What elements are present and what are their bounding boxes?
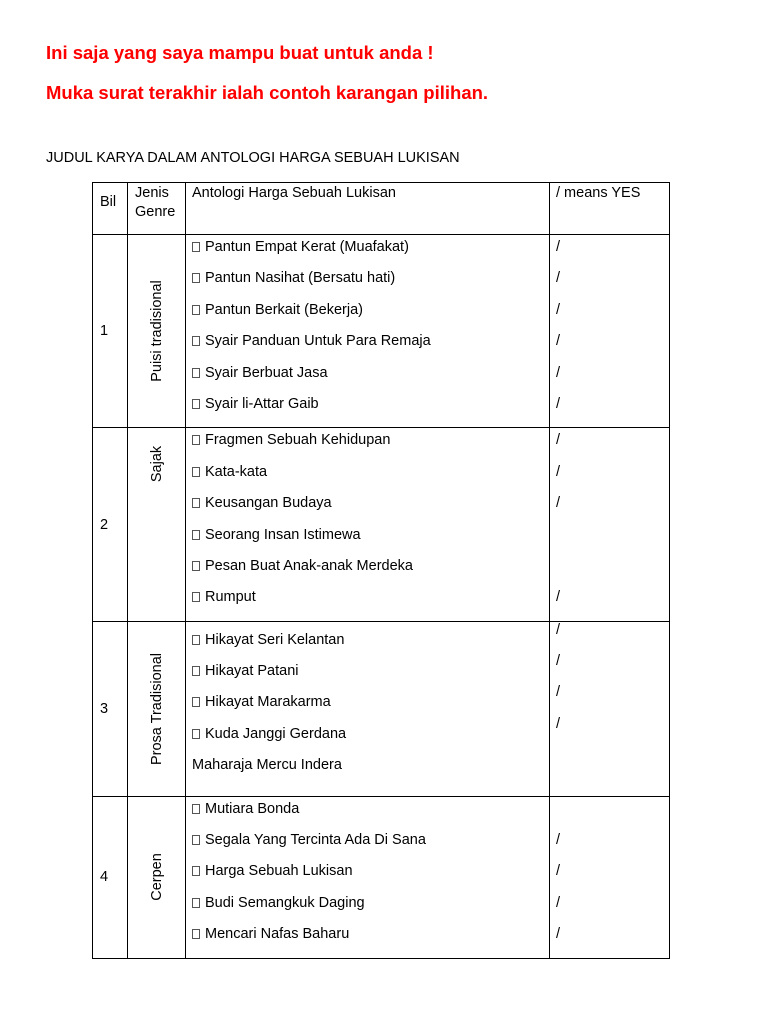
list-item bbox=[192, 694, 549, 725]
yes-mark-cell bbox=[550, 796, 670, 958]
list-item-title: Syair Panduan Untuk Para Remaja bbox=[205, 333, 431, 350]
checkbox-glyph-icon bbox=[192, 804, 200, 814]
intro-heading: Ini saja yang saya mampu buat untuk anda ! bbox=[46, 42, 434, 63]
header-yes: / means YES bbox=[550, 183, 670, 235]
yes-mark: / bbox=[556, 715, 561, 732]
bil-cell: 2 bbox=[93, 428, 128, 621]
title-list-cell bbox=[186, 235, 550, 428]
header-bil: Bil bbox=[93, 183, 128, 235]
list-item-title: Fragmen Sebuah Kehidupan bbox=[205, 432, 391, 449]
checkbox-glyph-icon bbox=[192, 467, 200, 477]
genre-label: Cerpen bbox=[148, 853, 165, 901]
genre-label: Puisi tradisional bbox=[148, 280, 165, 382]
list-item-title: Kuda Janggi Gerdana bbox=[205, 725, 347, 742]
checkbox-glyph-icon bbox=[192, 697, 200, 707]
table-row bbox=[93, 428, 670, 621]
checkbox-glyph-icon bbox=[192, 368, 200, 378]
yes-mark: / bbox=[556, 621, 561, 638]
yes-mark bbox=[556, 558, 669, 589]
yes-mark: / bbox=[556, 495, 561, 512]
yes-mark: / bbox=[556, 684, 561, 701]
list-item-title: Seorang Insan Istimewa bbox=[205, 526, 361, 543]
header-genre bbox=[128, 183, 186, 235]
yes-mark: / bbox=[556, 432, 561, 449]
checkbox-glyph-icon bbox=[192, 929, 200, 939]
list-item-title: Pantun Nasihat (Bersatu hati) bbox=[205, 270, 396, 287]
list-item bbox=[192, 726, 549, 757]
yes-mark: / bbox=[556, 863, 561, 880]
list-item bbox=[192, 495, 549, 526]
yes-mark-cell bbox=[550, 621, 670, 796]
yes-mark: / bbox=[556, 832, 561, 849]
list-item-title: Kata-kata bbox=[205, 463, 268, 480]
checkbox-glyph-icon bbox=[192, 399, 200, 409]
list-item-title: Hikayat Marakarma bbox=[205, 694, 331, 711]
checkbox-glyph-icon bbox=[192, 898, 200, 908]
list-item bbox=[192, 239, 549, 270]
list-item bbox=[192, 558, 549, 589]
list-item bbox=[192, 333, 549, 364]
yes-mark: / bbox=[556, 894, 561, 911]
list-item bbox=[192, 801, 549, 832]
table-header-row bbox=[93, 183, 670, 235]
yes-mark bbox=[556, 527, 669, 558]
yes-mark: / bbox=[556, 301, 561, 318]
list-item bbox=[192, 632, 549, 663]
note-heading: Muka surat terakhir ialah contoh karangan pilihan. bbox=[46, 82, 489, 103]
title-list-cell bbox=[186, 796, 550, 958]
checkbox-glyph-icon bbox=[192, 435, 200, 445]
list-item-title: Pesan Buat Anak-anak Merdeka bbox=[205, 557, 413, 574]
checkbox-glyph-icon bbox=[192, 835, 200, 845]
bil-cell: 3 bbox=[93, 621, 128, 796]
checkbox-glyph-icon bbox=[192, 336, 200, 346]
list-item bbox=[192, 464, 549, 495]
table-row bbox=[93, 235, 670, 428]
bil-cell: 1 bbox=[93, 235, 128, 428]
title-list-cell bbox=[186, 428, 550, 621]
checkbox-glyph-icon bbox=[192, 729, 200, 739]
genre-cell bbox=[128, 621, 186, 796]
list-item-title: Harga Sebuah Lukisan bbox=[205, 863, 353, 880]
header-anthology: Antologi Harga Sebuah Lukisan bbox=[186, 183, 550, 235]
list-item-title: Rumput bbox=[205, 589, 256, 606]
list-item-title: Syair Berbuat Jasa bbox=[205, 364, 328, 381]
list-item-title: Segala Yang Tercinta Ada Di Sana bbox=[205, 832, 426, 849]
bil-cell: 4 bbox=[93, 796, 128, 958]
list-item-title: Keusangan Budaya bbox=[205, 495, 332, 512]
yes-mark-cell bbox=[550, 235, 670, 428]
list-item bbox=[192, 589, 549, 620]
list-item-title: Hikayat Patani bbox=[205, 663, 299, 680]
header-genre-line2: Genre bbox=[135, 204, 176, 220]
list-item bbox=[192, 302, 549, 333]
yes-mark-cell bbox=[550, 428, 670, 621]
document-title: JUDUL KARYA DALAM ANTOLOGI HARGA SEBUAH LUKISAN bbox=[46, 150, 460, 166]
yes-mark: / bbox=[556, 333, 561, 350]
list-item-title: Pantun Berkait (Bekerja) bbox=[205, 301, 363, 318]
list-item-title: Mutiara Bonda bbox=[205, 800, 300, 817]
anthology-table bbox=[92, 182, 670, 959]
yes-mark: / bbox=[556, 395, 561, 412]
genre-label: Prosa Tradisional bbox=[148, 652, 165, 765]
checkbox-glyph-icon bbox=[192, 666, 200, 676]
checkbox-glyph-icon bbox=[192, 592, 200, 602]
checkbox-glyph-icon bbox=[192, 273, 200, 283]
list-item-title: Mencari Nafas Baharu bbox=[205, 926, 350, 943]
table-row bbox=[93, 621, 670, 796]
genre-cell bbox=[128, 428, 186, 621]
list-item-title: Pantun Empat Kerat (Muafakat) bbox=[205, 239, 409, 255]
checkbox-glyph-icon bbox=[192, 561, 200, 571]
genre-cell bbox=[128, 235, 186, 428]
list-item-title: Syair li-Attar Gaib bbox=[205, 395, 319, 412]
list-item bbox=[192, 832, 549, 863]
list-item bbox=[192, 432, 549, 463]
yes-mark: / bbox=[556, 653, 561, 670]
list-item bbox=[192, 895, 549, 926]
genre-label: Sajak bbox=[148, 446, 165, 483]
checkbox-glyph-icon bbox=[192, 530, 200, 540]
list-item bbox=[192, 663, 549, 694]
header-genre-line1: Jenis bbox=[135, 185, 169, 201]
checkbox-glyph-icon bbox=[192, 866, 200, 876]
title-list-cell bbox=[186, 621, 550, 796]
checkbox-glyph-icon bbox=[192, 635, 200, 645]
list-item-title: Budi Semangkuk Daging bbox=[205, 894, 365, 911]
list-item-title: Hikayat Seri Kelantan bbox=[205, 631, 345, 648]
list-item bbox=[192, 863, 549, 894]
yes-mark: / bbox=[556, 364, 561, 381]
checkbox-glyph-icon bbox=[192, 498, 200, 508]
list-item bbox=[192, 396, 549, 427]
table-row bbox=[93, 796, 670, 958]
checkbox-glyph-icon bbox=[192, 305, 200, 315]
yes-mark: / bbox=[556, 463, 561, 480]
yes-mark: / bbox=[556, 270, 561, 287]
yes-mark bbox=[556, 801, 669, 832]
list-item-continuation: Maharaja Mercu Indera bbox=[192, 757, 342, 774]
yes-mark: / bbox=[556, 926, 561, 943]
list-item bbox=[192, 527, 549, 558]
list-item bbox=[192, 365, 549, 396]
yes-mark: / bbox=[556, 239, 561, 255]
genre-cell bbox=[128, 796, 186, 958]
checkbox-glyph-icon bbox=[192, 242, 200, 252]
yes-mark: / bbox=[556, 589, 561, 606]
list-item bbox=[192, 926, 549, 957]
list-item bbox=[192, 270, 549, 301]
